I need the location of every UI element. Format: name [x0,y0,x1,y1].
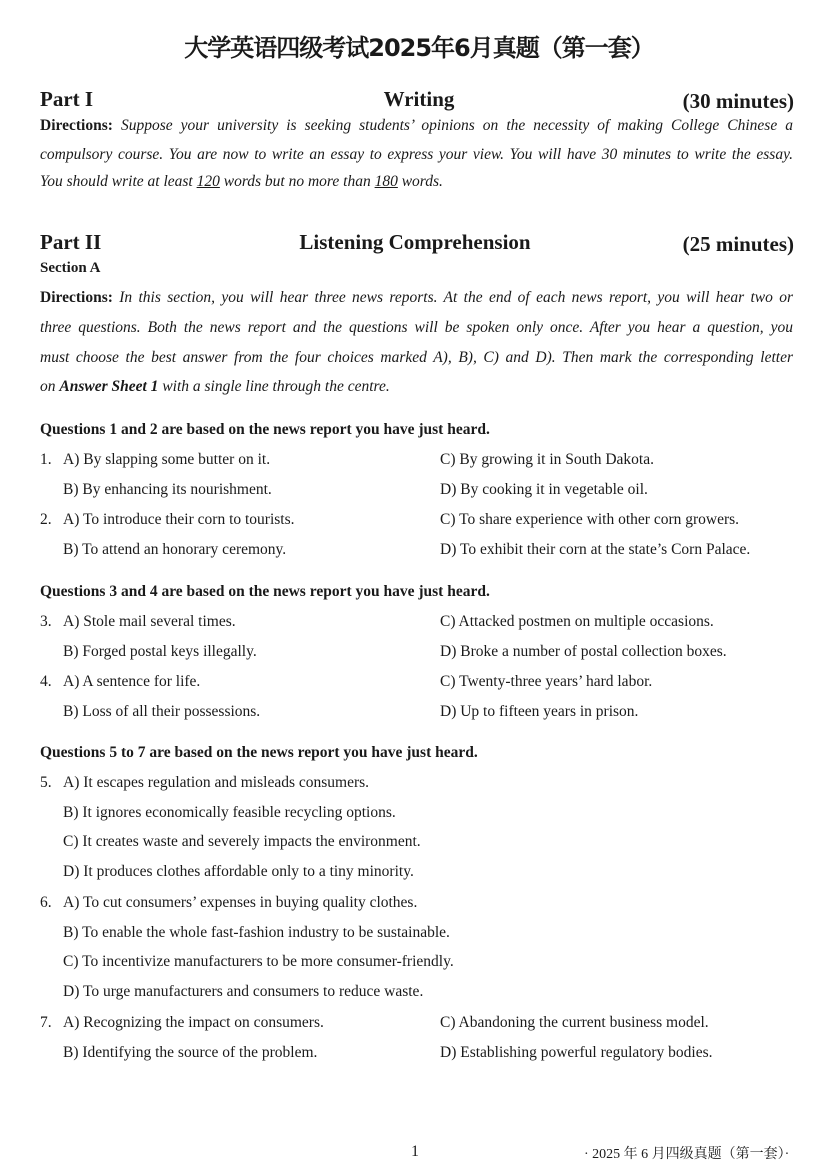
part2-label: Part II [40,230,102,254]
min-words: 120 [196,173,220,190]
choice-a: A) Stole mail several times. [63,613,236,630]
choice-b: B) It ignores economically feasible recycling options. [63,804,396,821]
question-group-header: Questions 1 and 2 are based on the news report you have just heard. [40,421,490,438]
footer-label: · 2025 年 6 月四级真题（第一套）· [584,1147,790,1162]
part1-name: Writing [383,87,455,111]
choice-a: A) By slapping some butter on it. [63,451,271,468]
part1-directions-line [40,116,793,136]
choice-d: D) To exhibit their corn at the state’s Corn Palace. [440,541,751,558]
choice-c: C) Twenty-three years’ hard labor. [440,673,653,690]
question-number: 2. [40,511,52,528]
choice-b: B) Loss of all their possessions. [63,703,261,720]
choice-a: A) It escapes regulation and misleads consumers. [63,774,370,791]
answer-sheet: Answer Sheet 1 [59,378,159,395]
choice-d: D) Up to fifteen years in prison. [440,703,639,720]
part2-directions-line [40,288,793,308]
choice-b: B) To enable the whole fast-fashion industry to be sustainable. [63,924,450,941]
directions-label: Directions: [40,117,113,134]
part2-directions-line: three questions. Both the news report and the questions will be spoken only once. After you hear a question, you [40,319,793,336]
choice-c: C) To incentivize manufacturers to be more consumer-friendly. [63,953,454,970]
part2-directions-line: on Answer Sheet 1 with a single line through the centre. [40,378,390,395]
choice-d: D) Establishing powerful regulatory bodies. [440,1044,713,1061]
question-number: 6. [40,894,52,911]
choice-d: D) To urge manufacturers and consumers to reduce waste. [63,982,424,1000]
page-number: 1 [411,1143,419,1160]
choice-b: B) Identifying the source of the problem. [63,1044,318,1061]
choice-a: A) Recognizing the impact on consumers. [63,1014,324,1031]
question-number: 7. [40,1014,52,1031]
part1-time: (30 minutes) [682,89,794,113]
choice-c: C) To share experience with other corn growers. [440,511,740,528]
choice-c: C) Attacked postmen on multiple occasions. [440,613,714,630]
part1-label: Part I [40,87,94,111]
choice-c: C) It creates waste and severely impacts the environment. [63,833,421,850]
question-number: 4. [40,673,52,690]
choice-a: A) To cut consumers’ expenses in buying quality clothes. [63,894,418,911]
choice-a: A) A sentence for life. [63,673,201,690]
choice-d: D) It produces clothes affordable only to a tiny minority. [63,862,414,880]
choice-a: A) To introduce their corn to tourists. [63,511,295,528]
directions-text: Suppose your university is seeking students’ opinions on the necessity of making College Chinese a [120,117,793,134]
question-group-header: Questions 3 and 4 are based on the news report you have just heard. [40,583,490,600]
choice-c: C) By growing it in South Dakota. [440,451,654,468]
choice-b: B) To attend an honorary ceremony. [63,541,287,558]
max-words: 180 [374,173,398,190]
choice-d: D) By cooking it in vegetable oil. [440,481,648,498]
choice-c: C) Abandoning the current business model. [440,1014,709,1031]
part1-directions-line: compulsory course. You are now to write an essay to express your view. You will have 30 minutes to write the essay. [40,146,793,163]
part1-directions-line: You should write at least 120 words but no more than 180 words. [40,173,443,190]
section-label: Section A [40,260,101,276]
part2-directions-line: must choose the best answer from the four choices marked A), B), C) and D). Then mark the corresponding letter [40,349,793,366]
question-number: 5. [40,774,52,791]
directions-label: Directions: [40,289,113,306]
directions-text: In this section, you will hear three news reports. At the end of each news report, you will hear two or [119,289,793,306]
page-title: 大学英语四级考试2025年6月真题（第一套） [184,34,654,62]
question-number: 3. [40,613,52,630]
choice-b: B) By enhancing its nourishment. [63,481,272,498]
part2-name: Listening Comprehension [299,230,531,254]
choice-d: D) Broke a number of postal collection boxes. [440,643,727,660]
choice-b: B) Forged postal keys illegally. [63,643,257,660]
question-number: 1. [40,451,52,468]
question-group-header: Questions 5 to 7 are based on the news report you have just heard. [40,744,478,761]
part2-time: (25 minutes) [682,232,794,256]
